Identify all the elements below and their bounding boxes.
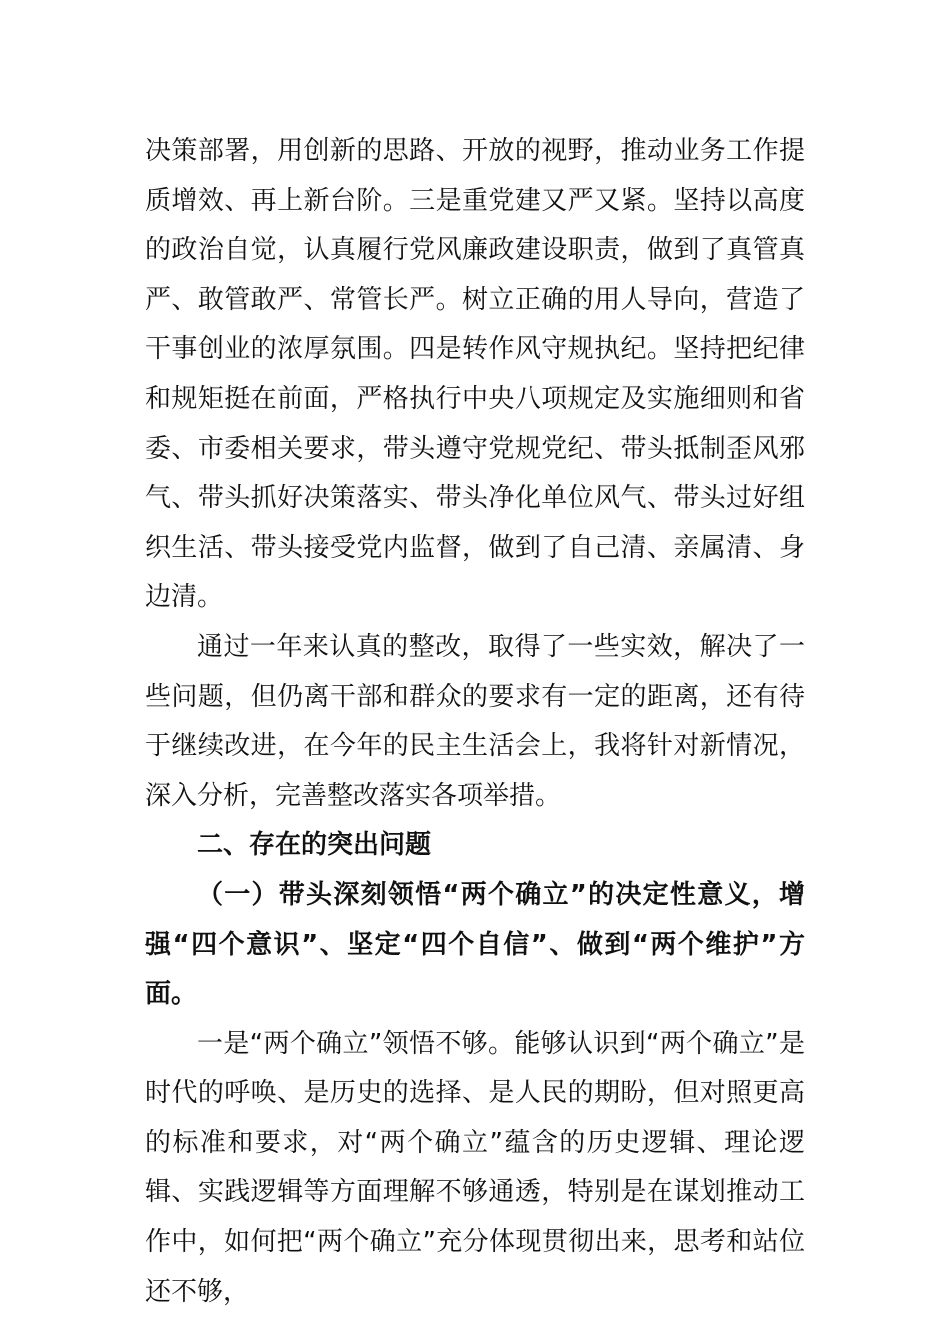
subsection-heading-two-establishments: （一）带头深刻领悟“两个确立”的决定性意义，增强“四个意识”、坚定“四个自信”、做到“两个维护”方面。 <box>145 879 805 1010</box>
body-paragraph-first-issue: 一是“两个确立”领悟不够。能够认识到“两个确立”是时代的呼唤、是历史的选择、是人民的期盼，但对照更高的标准和要求，对“两个确立”蕴含的历史逻辑、理论逻辑、实践逻辑等方面理解不够通透，特别是在谋划推动工作中，如何把“两个确立”充分体现贯彻出来，思考和站位还不够， <box>145 1028 805 1307</box>
body-paragraph-continuation: 决策部署，用创新的思路、开放的视野，推动业务工作提质增效、再上新台阶。三是重党建又严又紧。坚持以高度的政治自觉，认真履行党风廉政建设职责，做到了真管真严、敢管敢严、常管长严。树立正确的用人导向，营造了干事创业的浓厚氛围。四是转作风守规执纪。坚持把纪律和规矩挺在前面，严格执行中央八项规定及实施细则和省委、市委相关要求，带头遵守党规党纪、带头抵制歪风邪气、带头抓好决策落实、带头净化单位风气、带头过好组织生活、带头接受党内监督，做到了自己清、亲属清、身边清。 <box>145 136 805 613</box>
document-page <box>145 127 805 1317</box>
section-heading-problems: 二、存在的突出问题 <box>197 830 432 861</box>
body-paragraph-rectification-summary: 通过一年来认真的整改，取得了一些实效，解决了一些问题，但仍离干部和群众的要求有一定的距离，还有待于继续改进，在今年的民主生活会上，我将针对新情况，深入分析，完善整改落实各项举措。 <box>145 631 805 811</box>
